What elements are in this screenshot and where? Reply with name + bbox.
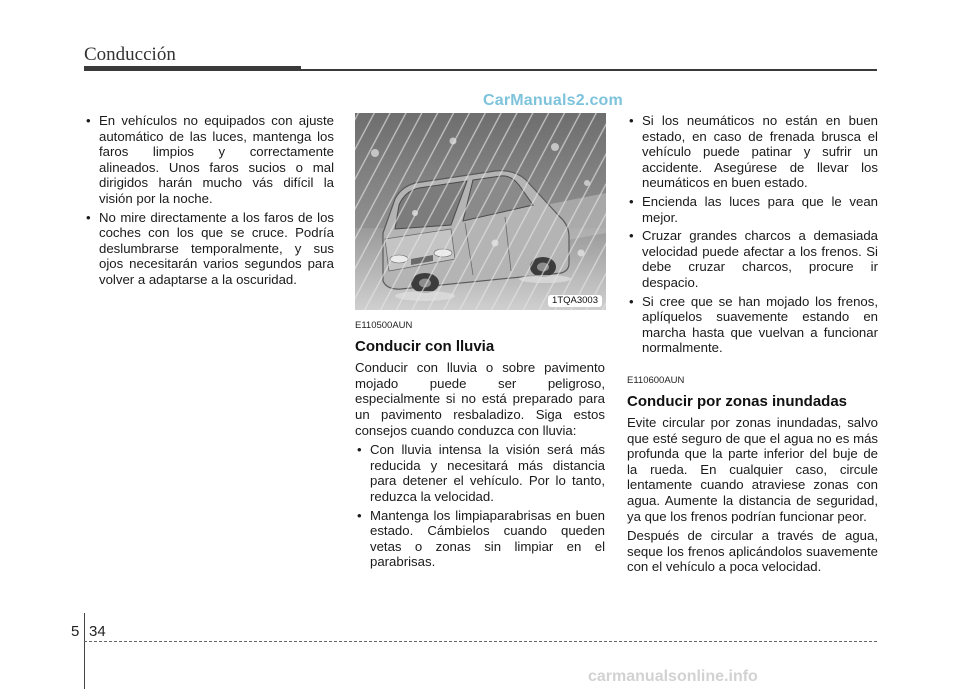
column-3 (627, 113, 878, 579)
list-item: • Mantenga los limpiaparabrisas en buen estado. Cámbielos cuando queden vetas o zonas sin limpiar en el parabrisas. (357, 507, 605, 570)
column-1 (84, 113, 334, 291)
rain-intro-paragraph: Conducir con lluvia o sobre pavimento mojado puede ser peligroso, especialmente si no está preparado para un pavimento resbaladizo. Siga estos consejos cuando conduzca con lluvia: (355, 360, 605, 438)
watermark-top: CarManuals2.com (483, 92, 623, 109)
header-rule-thin (301, 69, 877, 71)
chapter-number: 5 (71, 623, 80, 640)
rain-van-illustration (355, 113, 606, 310)
list-item: • Encienda las luces para que le vean mejor. (629, 193, 878, 225)
list-item: • En vehículos no equipados con ajuste automático de las luces, mantenga los faros limpios y correctamente alineados. Unos faros sucios o mal dirigidos harán mucho vás difícil la visión por la noche. (86, 113, 334, 206)
watermark-bottom: carmanualsonline.info (588, 668, 758, 685)
section-code: E110600AUN (627, 374, 685, 386)
list-item: • Si los neumáticos no están en buen estado, en caso de frenada brusca el vehículo puede patinar y sufrir un accidente. Asegúrese de llevar los neumáticos en buen estado. (629, 113, 878, 191)
figure-code-label: 1TQA3003 (548, 295, 602, 307)
footer-dashed-rule (84, 641, 877, 642)
page-header-title: Conducción (84, 44, 176, 65)
flood-paragraph-2: Después de circular a través de agua, seque los frenos aplicándolos suavemente con el vehículo a poca velocidad. (627, 528, 878, 575)
rain-tips-list (355, 442, 605, 570)
flood-paragraph-1: Evite circular por zonas inundadas, salvo que esté seguro de que el agua no es más profunda que la parte inferior del buje de la rueda. En cualquier caso, circule lentamente cuando atraviese zonas con agua. Aumente la distancia de seguridad, ya que los frenos podrían funcionar peor. (627, 415, 878, 524)
header-rule-thick (84, 66, 301, 71)
section-title-flood: Conducir por zonas inundadas (627, 392, 848, 410)
footer-vertical-rule (84, 613, 85, 689)
list-item: • No mire directamente a los faros de los coches con los que se cruce. Podría deslumbrarse temporalmente, y sus ojos necesitarán varios segundos para volver a adaptarse a la oscuridad. (86, 209, 334, 287)
rain-tips-list-continued (627, 113, 878, 356)
list-item: • Cruzar grandes charcos a demasiada velocidad puede afectar a los frenos. Si debe cruzar charcos, procure ir despacio. (629, 228, 878, 290)
headlight-tips-list (84, 113, 334, 288)
page-number: 34 (89, 623, 106, 640)
section-code: E110500AUN (355, 320, 413, 331)
list-item: • Si cree que se han mojado los frenos, aplíquelos suavemente estando en marcha hasta que vuelvan a funcionar normalmente. (629, 293, 878, 356)
rain-van-graphic (355, 113, 606, 310)
list-item: • Con lluvia intensa la visión será más reducida y necesitará más distancia para detener el vehículo. Por lo tanto, reduzca la velocidad. (357, 442, 605, 504)
column-2 (355, 318, 605, 573)
section-title-rain: Conducir con lluvia (355, 337, 495, 355)
